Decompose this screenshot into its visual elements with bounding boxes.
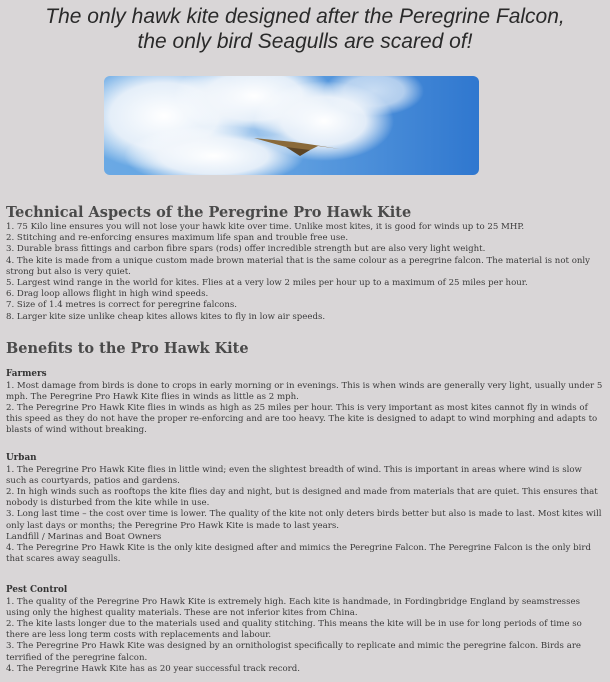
group-heading: Farmers bbox=[6, 369, 47, 379]
list-item: 4. The Peregrine Pro Hawk Kite is the only kite designed after and mimics the Peregrine Falcon. The Peregrine Falcon is the only bird that scares away seagulls. bbox=[6, 542, 591, 565]
list-item: 4. The kite is made from a unique custom made brown material that is the same colour as a peregrine falcon. The material is not only strong but also is very quiet. bbox=[6, 255, 591, 277]
list-item: 2. Stitching and re-enforcing ensures maximum life span and trouble free use. bbox=[6, 233, 349, 244]
list-item: 1. The Peregrine Pro Hawk Kite flies in little wind; even the slightest breadth of wind. This is important in areas where wind is slow such as courtyards, patios and gardens. bbox=[6, 464, 582, 486]
list-item: 2. The Peregrine Pro Hawk Kite flies in winds as high as 25 miles per hour. This is very important as most kites cannot fly in winds of this speed as they do not have the proper re-enforcing and are too heavy. The kite is designed to adapt to wind morphing and adapts to blasts of wind without breaking. bbox=[6, 402, 598, 436]
technical-section bbox=[6, 204, 604, 323]
list-item: 7. Size of 1.4 metres is correct for peregrine falcons. bbox=[6, 300, 237, 311]
group-heading: Pest Control bbox=[6, 585, 68, 595]
farmers-group bbox=[6, 369, 604, 437]
pest-control-group bbox=[6, 585, 604, 675]
benefits-section bbox=[6, 340, 604, 358]
list-item: 2. In high winds such as rooftops the kite flies day and night, but is designed and made from materials that are quiet. This ensures that nobody is disturbed from the kite while in use. bbox=[6, 486, 598, 509]
kite-banner-image bbox=[104, 76, 479, 175]
list-item: 2. The kite lasts longer due to the materials used and quality stitching. This means the kite will be in use for long periods of time so there are less long term costs with replacements and labour. bbox=[6, 618, 582, 641]
urban-group bbox=[6, 453, 604, 565]
technical-title: Technical Aspects of the Peregrine Pro Hawk Kite bbox=[6, 204, 412, 221]
list-item: 8. Larger kite size unlike cheap kites allows kites to fly in low air speeds. bbox=[6, 311, 326, 322]
list-item: 3. The Peregrine Pro Hawk Kite was designed by an ornithologist specifically to replicate and mimic the peregrine falcon. Birds are terrified of the peregrine falcon. bbox=[6, 641, 582, 663]
list-item: 5. Largest wind range in the world for kites. Flies at a very low 2 miles per hour up to a maximum of 25 miles per hour. bbox=[6, 278, 528, 289]
list-item: 3. Durable brass fittings and carbon fibre spars (rods) offer incredible strength but are also very light weight. bbox=[6, 244, 486, 255]
list-item: 4. The Peregrine Hawk Kite has as 20 year successful track record. bbox=[6, 663, 301, 674]
list-item: 1. 75 Kilo line ensures you will not lose your hawk kite over time. Unlike most kites, it is good for winds up to 25 MHP. bbox=[6, 222, 525, 232]
group-heading: Urban bbox=[6, 453, 37, 463]
headline: The only hawk kite designed after the Peregrine Falcon, the only bird Seagulls are scared of! bbox=[45, 5, 565, 53]
benefits-title: Benefits to the Pro Hawk Kite bbox=[6, 340, 249, 357]
list-item: 1. Most damage from birds is done to crops in early morning or in evenings. This is when winds are generally very light, usually under 5 mph. The Peregrine Pro Hawk Kite flies in winds as little as 2 mph. bbox=[6, 380, 603, 402]
list-item: 3. Long last time – the cost over time is lower. The quality of the kite not only deters birds better but also is made to last. Most kites will only last days or months; the Peregrine Pro Hawk Kite is made to last years. bbox=[6, 509, 602, 531]
list-item: Landfill / Marinas and Boat Owners bbox=[6, 531, 162, 542]
list-item: 6. Drag loop allows flight in high wind speeds. bbox=[6, 289, 209, 300]
list-item: 1. The quality of the Peregrine Pro Hawk Kite is extremely high. Each kite is handmade, in Fordingbridge England by seamstresses using only the highest quality materials. These are not inferior kites from China. bbox=[6, 596, 581, 618]
